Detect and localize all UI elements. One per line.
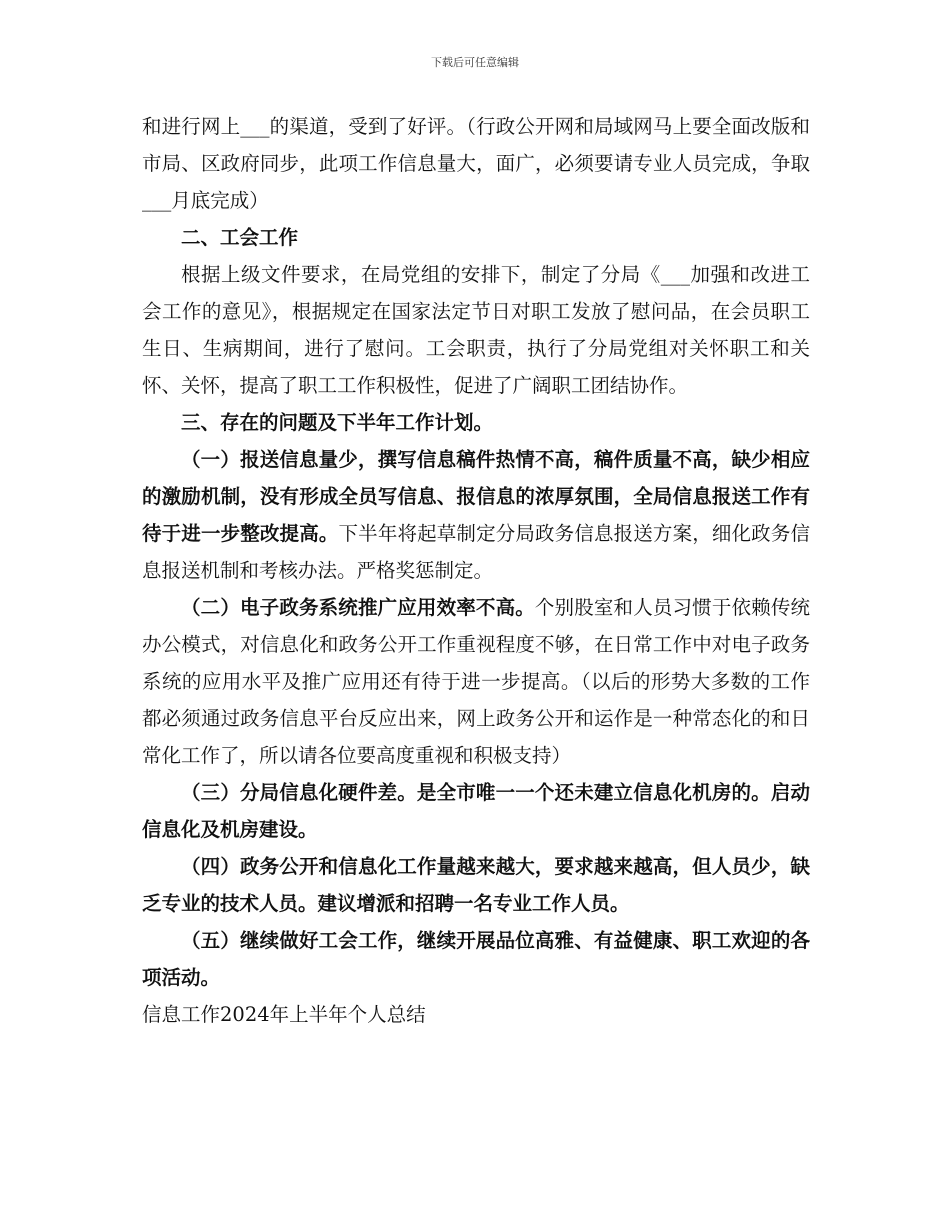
text-run: 月底完成）	[171, 189, 269, 212]
paragraph-continuation	[142, 108, 810, 219]
text-run: 和进行网上	[142, 115, 241, 138]
text-run: 下半年将起草制定分局政务信息报送方案，细化政务信息报送机制和考核办法。严格奖惩制定。	[142, 522, 810, 582]
text-run: 个别股室和人员习惯于依赖传统办公模式，对信息化和政务公开工作重视程度不够，在日常工作中对电子政务系统的应用水平及推广应用还有待于进一步提高。（以后的形势大多数的工作都必须通过政务信息平台反应出来，网上政务公开和运作是一种常态化的和日常化工作了，所以请各位要高度重视和积极支持）	[142, 596, 810, 767]
section-heading-problems: 三、存在的问题及下半年工作计划。	[181, 411, 494, 434]
text-run: 加强和改进工会工作的意见》，根据规定在国家法定节日对职工发放了慰问品，在会员职工生日、生病期间，进行了慰问。工会职责，执行了分局党组对关怀职工和关怀、关怀，提高了职工工作积极性，促进了广阔职工团结协作。	[142, 263, 810, 397]
blank-fill: ___	[142, 189, 172, 212]
text-run-bold: （二）电子政务系统推广应用效率不高。	[181, 596, 535, 619]
text-run: 的渠道，受到了好评。（行政公开网和局域网马上要全面改版和市局、区政府同步，此项工作信息量大，面广，必须要请专业人员完成，争取	[142, 115, 810, 175]
section-heading-union: 二、工会工作	[181, 226, 299, 249]
document-body	[142, 108, 810, 1033]
list-item-2	[142, 589, 810, 774]
next-document-title: 信息工作2024年上半年个人总结	[142, 1003, 426, 1026]
paragraph-union-work	[142, 256, 810, 404]
blank-fill: ___	[660, 263, 691, 286]
text-run-bold: （一）报送信息量少，撰写信息稿件热情不高，稿件质量不高，缺少相应的激励机制，没有形成全员写信息、报信息的浓厚氛围，全局信息报送工作有待于进一步整改提高。	[142, 448, 810, 545]
list-item-1	[142, 441, 810, 589]
list-item-5: （五）继续做好工会工作，继续开展品位高雅、有益健康、职工欢迎的各项活动。	[142, 929, 810, 989]
page-header: 下载后可任意编辑	[431, 56, 519, 69]
list-item-3: （三）分局信息化硬件差。是全市唯一一个还未建立信息化机房的。启动信息化及机房建设。	[142, 781, 810, 841]
text-run: 根据上级文件要求，在局党组的安排下，制定了分局《	[181, 263, 661, 286]
list-item-4: （四）政务公开和信息化工作量越来越大，要求越来越高，但人员少，缺乏专业的技术人员。建议增派和招聘一名专业工作人员。	[142, 855, 810, 915]
blank-fill: ___	[240, 115, 270, 138]
